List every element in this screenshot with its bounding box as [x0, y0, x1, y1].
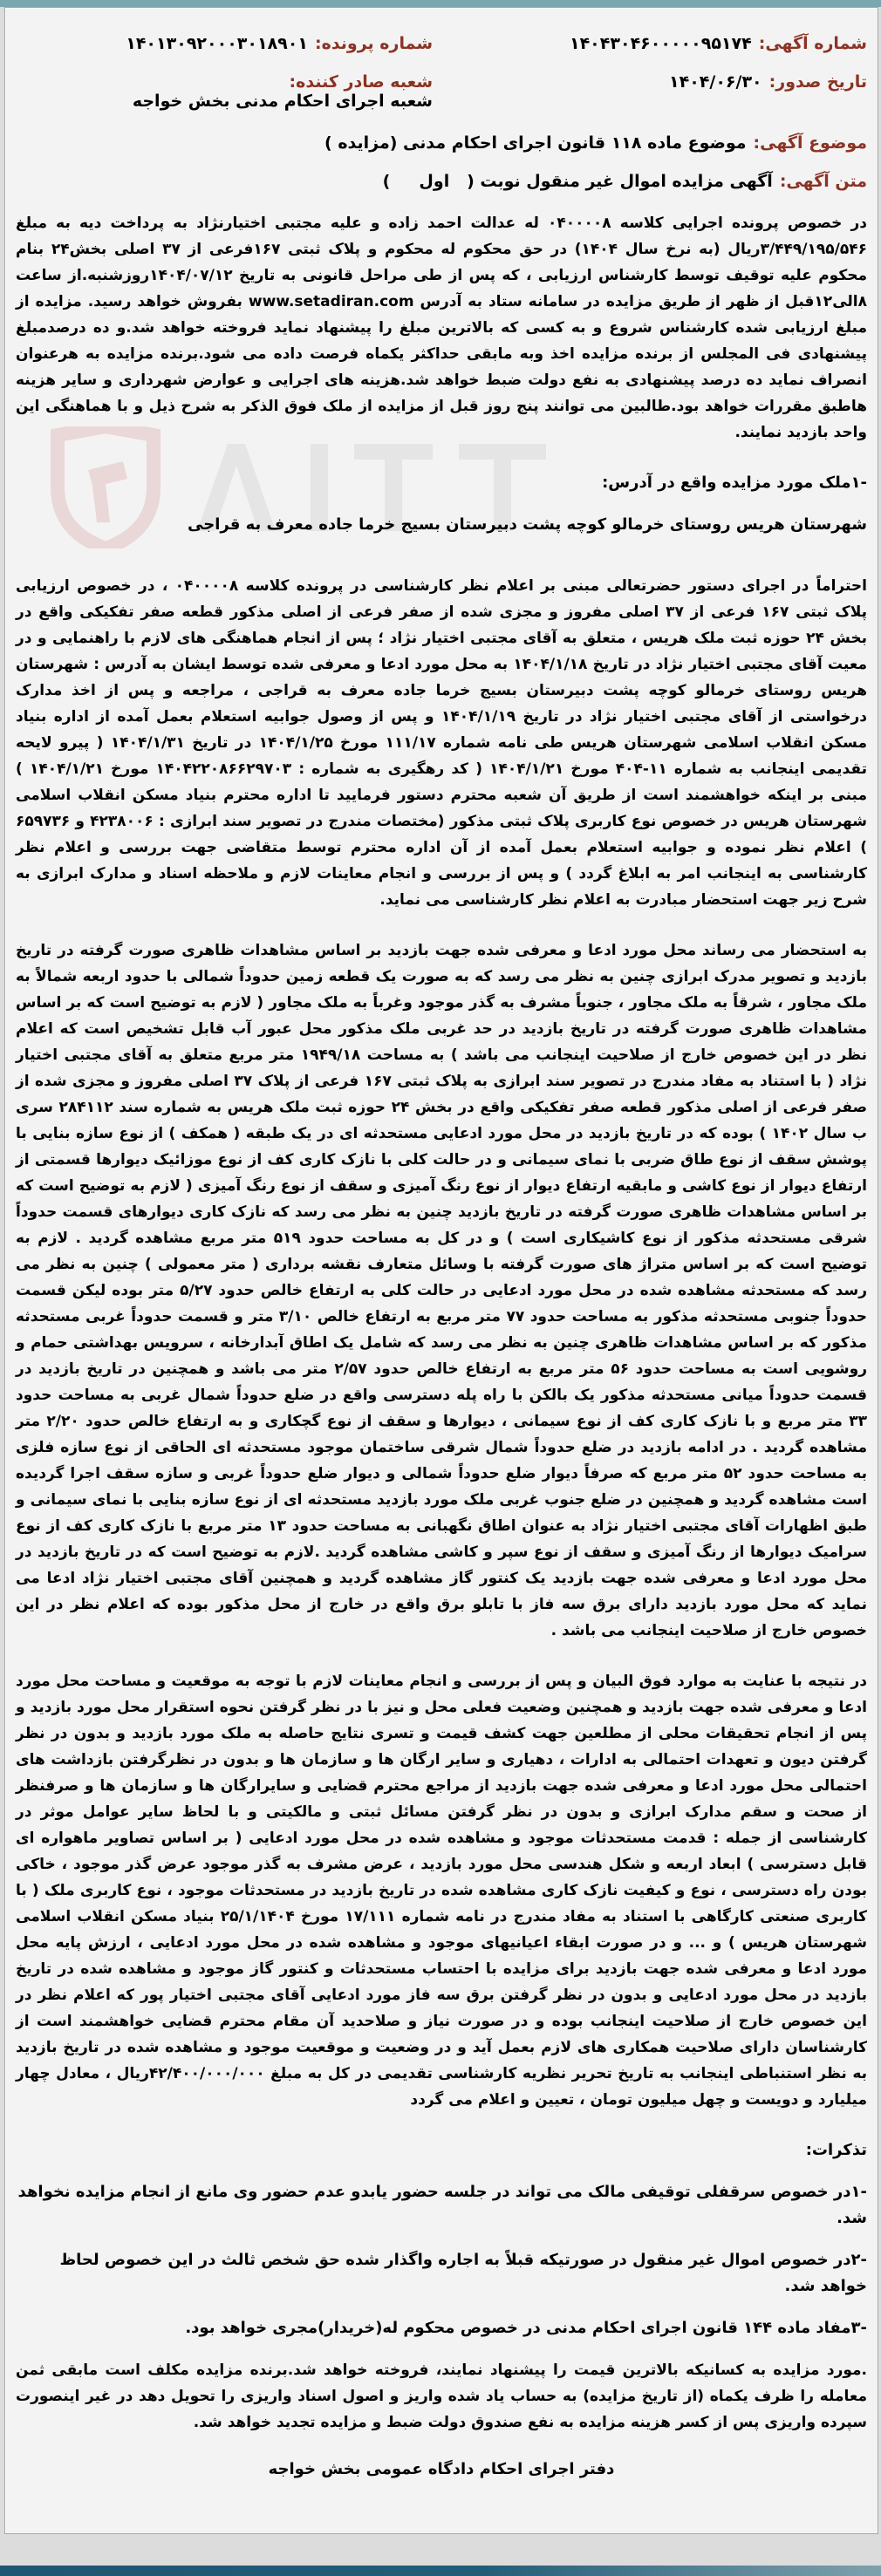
case-number-label: شماره پرونده:: [314, 34, 433, 53]
notes-heading: تذکرات:: [805, 2141, 867, 2159]
taskbar: [0, 2566, 881, 2576]
property-heading: -۱ملک مورد مزایده واقع در آدرس:: [602, 474, 867, 492]
issue-date-label: تاریخ صدور:: [768, 72, 867, 92]
ad-number-value: ۱۴۰۴۳۰۴۶۰۰۰۰۰۹۵۱۷۴: [569, 34, 752, 53]
ad-number-label: شماره آگهی:: [758, 34, 867, 53]
property-description: به استحضار می رساند محل مورد ادعا و معرفی شده جهت بازدید بر اساس مشاهدات ظاهری صورت گرفته در تاریخ بازدید و تصویر مدرک ابرازی چنین به نظر می رسد که به صورت یک قطعه زمین حدوداً شمالی با حدود اربعه شمالاً به ملک مجاور ، شرقاً به ملک مجاور ، جنوباً مشرف به گذر موجود وغرباً به ملک مجاور ( لازم به توضیح است که بر اساس مشاهدات ظاهری صورت گرفته در تاریخ بازدید در حد غربی ملک مذکور محل عبور آب قابل تشخیص است که اعلام نظر در این خصوص خارج از صلاحیت اینجانب می باشد ) به مساحت ۱۹۴۹/۱۸ متر مربع متعلق به آقای مجتبی اختیار نژاد ( با استناد به مفاد مندرج در تصویر سند ابرازی به پلاک ثبتی ۱۶۷ فرعی از پلاک ۳۷ اصلی مفروز و مجزی شده از صفر فرعی از اصلی مذکور قطعه صفر تفکیکی واقع در بخش ۲۴ حوزه ثبت ملک هریس به شماره سند ۲۸۴۱۱۲ سری ب سال ۱۴۰۲ ) بوده که در تاریخ بازدید در محل مورد ادعایی مستحدثه ای در یک طبقه ( همکف ) از نوع سازه بنایی با پوشش سقف از نوع طاق ضربی با نمای سیمانی و در حالت کلی با نازک کاری کف از نوع موزائیک دیوارها قسمتی از ارتفاع دیوار از نوع کاشی و مابقیه ارتفاع دیوار از نوع رنگ آمیزی و سقف از نوع رنگ آمیزی ( لازم به توضیح است که بر اساس مشاهدات ظاهری صورت گرفته در تاریخ بازدید چنین به نظر می رسد که نازک کاری دیوارهای قسمت حدوداً شرقی مستحدثه مذکور از نوع کاشیکاری است ) و در کل به مساحت حدود ۵۱۹ متر مربع مشاهده گردید . لازم به توضیح است که بر اساس متراژ های صورت گرفته با وسائل متعارف نقشه برداری ( متر معمولی ) چنین به نظر می رسد که مستحدثه مشاهده شده در محل مورد ادعایی در حالت کلی به ارتفاع خالص حدود ۵/۲۷ متر بوده لیکن قسمت حدوداً جنوبی مستحدثه مذکور به مساحت حدود ۷۷ متر مربع به ارتفاع خالص ۳/۱۰ متر و قسمت حدوداً غربی مستحدثه مذکور که بر اساس مشاهدات ظاهری چنین به نظر می رسد که شامل یک اطاق آبدارخانه ، سرویس بهداشتی حمام و روشویی است به مساحت حدود ۵۶ متر مربع به ارتفاع خالص حدود ۲/۵۷ متر می باشد و همچنین در تاریخ بازدید در قسمت حدوداً میانی مستحدثه مذکور یک بالکن با راه پله دسترسی واقع در ضلع حدوداً شمال غربی به مساحت حدود ۳۳ متر مربع و با نازک کاری کف از نوع سیمانی ، دیوارها و سقف از نوع گچکاری و به ارتفاع خالص حدود ۲/۲۰ متر مشاهده گردید . در ادامه بازدید در ضلع حدوداً شمال شرقی ساختمان موجود مستحدثه ای الحاقی از نوع سازه فلزی به مساحت حدود ۵۲ متر مربع که صرفاً دیوار ضلع حدوداً شمالی و دیوار ضلع حدوداً غربی و سازه سقف اجرا گردیده است مشاهده گردید و همچنین در ضلع جنوب غربی ملک مورد بازدید مستحدثه ای از نوع سازه بنایی با نمای سیمانی و طبق اظهارات آقای مجتبی اختیار نژاد به عنوان اطاق نگهبانی به مساحت حدود ۱۳ متر مربع با نازک کاری کف از نوع سرامیک دیوارها از رنگ آمیزی و سقف از نوع سپر و کاشی مشاهده گردید .لازم به توضیح است که در تاریخ بازدید در محل مورد ادعا و معرفی شده جهت بازدید یک کنتور گاز مشاهده گردید و همچنین آقای مجتبی اختیار نژاد ادعا می نماید که محل مورد بازدید دارای برق سه فاز با تابلو برق واقع در خارج از محل مذکور بوده که اعلام نظر در این خصوص خارج از صلاحیت اینجانب می باشد .: [16, 942, 868, 1639]
subject-label: موضوع آگهی:: [753, 133, 867, 153]
subject-field: [16, 133, 867, 153]
notice-title: آگهی مزایده اموال غیر منقول نوبت ( اول ): [382, 172, 773, 191]
auction-terms-paragraph: در خصوص پرونده اجرایی کلاسه ۰۴۰۰۰۰۸ له عدالت احمد زاده و علیه مجتبی اختیارنژاد به پرداخت دیه به مبلغ ۳/۴۴۹/۱۹۵/۵۴۶ریال (به نرخ سال ۱۴۰۴) در حق محکوم له محکوم و پلاک ثبتی ۱۶۷فرعی از ۳۷ اصلی بخش۲۴ بنام محکوم علیه توقیف توسط کارشناس ارزیابی ، که پس از طی مراحل قانونی به تاریخ ۱۴۰۴/۰۷/۱۲روزشنبه.از ساعت ۸الی۱۲قبل از ظهر از طریق مزایده در سامانه ستاد به آدرس www.setadiran.com بفروش خواهد رسید. مزایده از مبلغ ارزیابی شده کارشناس شروع و به کسی که بالاترین مبلغ را پیشنهاد نماید فروخته خواهد شد.و ده درصدمبلغ پیشنهادی فی المجلس از برنده مزایده اخذ وبه مابقی حداکثر یکماه فرصت داده می شود.برنده مزایده به هرعنوان انصراف نماید ده درصد پیشنهادی به نفع دولت ضبط خواهد شد.هزینه های اجرایی و عوارض شهرداری و سایر هزینه هاطبق مقررات خواهد بود.طالبین می توانند پنج روز قبل از مزایده از ملک فوق الذکر به شرح ذیل و با هماهنگی این واحد بازدید نمایند.: [16, 215, 867, 441]
notice-text-field: [16, 172, 867, 191]
document-panel: [4, 7, 878, 2534]
issue-date-field: [450, 72, 867, 111]
expert-report-intro: احتراماً در اجرای دستور حضرتعالی مبنی بر اعلام نظر کارشناسی در پرونده کلاسه ۰۴۰۰۰۰۸ ، در خصوص ارزیابی پلاک ثبتی ۱۶۷ فرعی از ۳۷ اصلی مفروز و مجزی شده از صفر فرعی از اصلی مذکور قطعه صفر تفکیکی واقع در بخش ۲۴ حوزه ثبت ملک هریس ، متعلق به آقای مجتبی اختیار نژاد ؛ پس از انجام هماهنگی های لازم با راهنمایی و در معیت آقای مجتبی اختیار نژاد در تاریخ ۱۴۰۴/۱/۱۸ به محل مورد ادعا و معرفی شده توسط ایشان به آدرس : شهرستان هریس روستای خرمالو کوچه پشت دبیرستان بسیج خرما جاده معرف به قراجی ، مراجعه و پس از اخذ مدارک درخواستی از آقای مجتبی اختیار نژاد در تاریخ ۱۴۰۴/۱/۱۹ و پس از وصول جوابیه استعلام بعمل آمده از اداره بنیاد مسکن انقلاب اسلامی شهرستان هریس طی نامه شماره ۱۱۱/۱۷ مورخ ۱۴۰۴/۱/۲۵ در تاریخ ۱۴۰۴/۱/۳۱ ( پیرو لایحه تقدیمی اینجانب به شماره ۱۱-۴۰۴ مورخ ۱۴۰۴/۱/۲۱ ( کد رهگیری به شماره : ۱۴۰۴۲۲۰۸۶۶۲۹۷۰۳ مورخ ۱۴۰۴/۱/۲۱ ) مبنی بر اینکه خواهشمند است از طریق آن شعبه محترم دستور فرمایید تا اداره محترم بنیاد مسکن انقلاب اسلامی شهرستان هریس در خصوص نوع کاربری پلاک ثبتی مذکور (مختصات مندرج در تصویر سند ابرازی : ۴۲۳۸۰۰۶ و ۶۵۹۷۳۶ ) اعلام نظر نموده و جوابیه استعلام بعمل آمده از آن اداره محترم توسط متقاضی جهت بررسی و اعلام نظر کارشناسی به اینجانب امر به ابلاغ گردد ) و پس از بررسی و انجام معاینات لازم و ملاحظه اسناد و مدارک ابرازی به شرح زیر جهت استحضار مبادرت به اعلام نظر کارشناسی می نماید.: [16, 577, 868, 909]
window-top-bar: [0, 0, 881, 7]
property-address: شهرستان هریس روستای خرمالو کوچه پشت دبیرستان بسیج خرما جاده معرف به قراجی: [188, 515, 867, 534]
final-terms-paragraph: .مورد مزایده به کسانیکه بالاترین قیمت را پیشنهاد نمایند، فروخته خواهد شد.برنده مزایده مکلف است مابقی ثمن معامله را ظرف یکماه (از تاریخ مزایده) به حساب یاد شده واریز و اصول اسناد واریزی را تحویل دهد در غیر اینصورت سپرده واریزی پس از کسر هزینه مزایده به نفع صندوق دولت ضبط و مزایده تجدید خواهد شد.: [16, 2361, 867, 2431]
signature: دفتر اجرای احکام دادگاه عمومی بخش خواجه: [268, 2460, 615, 2478]
issuer-label: شعبه صادر کننده:: [289, 72, 433, 92]
issuer-field: [16, 72, 433, 111]
notice-text-label: متن آگهی:: [779, 172, 867, 191]
window-bottom-strip: [0, 2534, 881, 2566]
note-item: -۱در خصوص سرقفلی توقیفی مالک می تواند در جلسه حضور یابدو عدم حضور وی مانع از انجام مزایده نخواهد شد.: [17, 2183, 867, 2227]
note-item: -۲در خصوص اموال غیر منقول در صورتیکه قبلاً به اجاره واگذار شده حق شخص ثالث در این خصوص لحاظ خواهد شد.: [59, 2251, 867, 2295]
case-number-value: ۱۴۰۱۳۰۹۲۰۰۰۳۰۱۸۹۰۱: [126, 34, 308, 53]
ad-number-field: [450, 34, 867, 53]
auction-notice: [16, 34, 867, 2478]
note-item: -۳مفاد ماده ۱۴۴ قانون اجرای احکام مدنی در خصوص محکوم له(خریدار)مجری خواهد بود.: [185, 2319, 867, 2337]
case-number-field: [16, 34, 433, 53]
issuer-value: شعبه اجرای احکام مدنی بخش خواجه: [132, 92, 433, 111]
subject-value: موضوع ماده ۱۱۸ قانون اجرای احکام مدنی (مزایده ): [324, 133, 747, 153]
valuation-conclusion: در نتیجه با عنایت به موارد فوق البیان و پس از بررسی و انجام معاینات لازم با توجه به موقعیت و مساحت محل مورد ادعا و معرفی شده جهت بازدید و همچنین وضعیت فعلی محل و نیز با در نظر گرفتن نحوه استقرار محل مورد بازدید و پس از انجام تحقیقات محلی از مطلعین جهت کشف قیمت و تسری نتایج حاصله به ملک مورد بازدید و بدون در نظر گرفتن دیون و تعهدات احتمالی به ادارات ، دهیاری و سایر ارگان ها و سازمان ها و بدون در نظرگرفتن بازداشت های احتمالی محل مورد ادعا و معرفی شده جهت بازدید از مراجع محترم قضایی و سایرارگان ها و سازمان ها و صرفنظر از صحت و سقم مدارک ابرازی و بدون در نظر گرفتن مسائل ثبتی و مالکیتی و با لحاظ سایر عوامل موثر در کارشناسی از جمله : قدمت مستحدثات موجود و مشاهده شده در محل مورد ادعایی ( بر اساس تصاویر ماهواره ای قابل دسترسی ) ابعاد اربعه و شکل هندسی محل مورد بازدید ، عرض مشرف به گذر موجود عرض گذر موجود ، خاکی بودن راه دسترسی ، نوع و کیفیت نازک کاری مشاهده شده در تاریخ بازدید در مستحدثات موجود ، نوع کاربری ملک ( با کاربری صنعتی کارگاهی با استناد به مفاد مندرج در نامه شماره ۱۷/۱۱۱ مورخ ۲۵/۱/۱۴۰۴ بنیاد مسکن انقلاب اسلامی شهرستان هریس ) و ... و در صورت ابقاء اعیانیهای موجود و مشاهده شده در محل مورد ادعایی ، ارزش پایه محل مورد ادعا و معرفی شده جهت بازدید برای مزایده با احتساب مستحدثات و کنتور گاز موجود و مشاهده شده در تاریخ بازدید در محل مورد ادعایی و بدون در نظر گرفتن برق سه فاز مورد ادعایی آقای مجتبی اختیار پور که اعلام نظر در این خصوص خارج از صلاحیت اینجانب بوده و در صورت نیاز و صلاحدید آن مقام محترم قضایی خواهشمند است از کارشناسان دارای صلاحیت همکاری های لازم بعمل آید و در وضعیت و موقعیت موجود و مشاهده شده در تاریخ بازدید به نظر استنباطی اینجانب به تاریخ تحریر نظریه کارشناسی تقدیمی در کل به مبلغ ۴۲/۴۰۰/۰۰۰/۰۰۰ریال ، معادل چهار میلیارد و دویست و چهل میلیون تومان ، تعیین و اعلام می گردد: [16, 1673, 868, 2109]
issue-date-value: ۱۴۰۴/۰۶/۳۰: [669, 72, 762, 92]
notice-header: [16, 34, 867, 111]
